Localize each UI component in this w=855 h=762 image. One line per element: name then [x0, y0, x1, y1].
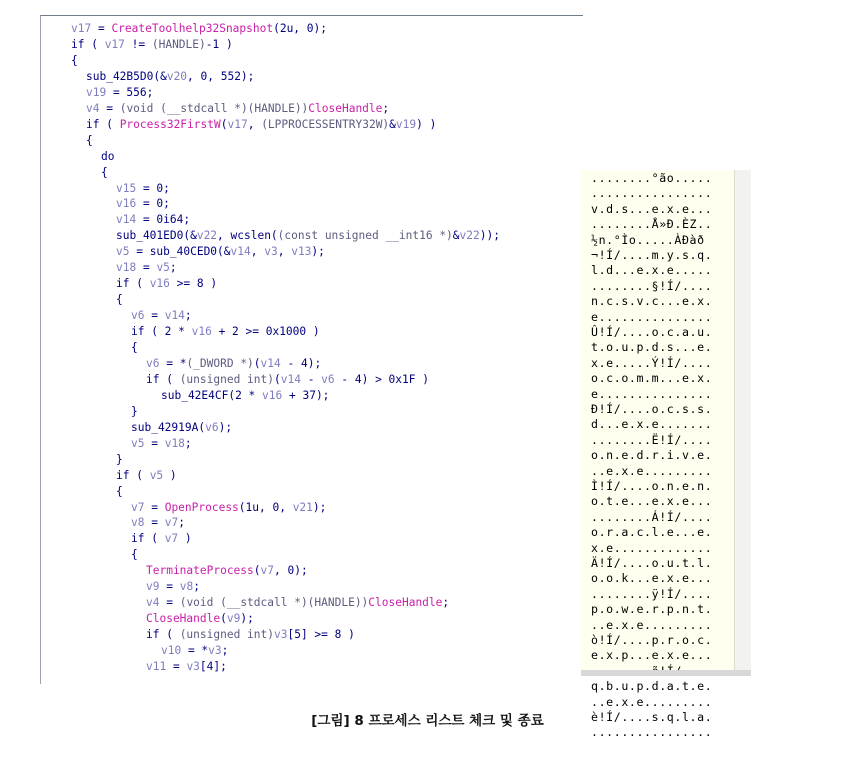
- code-token-plain: sub_42B5D0(&: [86, 69, 167, 83]
- code-line: [116, 276, 217, 292]
- code-token-var: v8: [179, 580, 194, 594]
- code-line: [116, 468, 177, 484]
- code-token-plain: ,: [247, 117, 262, 131]
- code-token-var: v21: [292, 500, 313, 514]
- hex-dump-line: e.x.p...e.x.e...: [591, 648, 713, 663]
- code-token-func: CloseHandle: [308, 101, 383, 115]
- code-line: [146, 659, 227, 675]
- code-line: [86, 101, 389, 117]
- code-token-plain: sub_42E4CF(2 *: [161, 388, 263, 402]
- code-token-func: Process32FirstW: [119, 117, 221, 131]
- code-token-plain: if (: [146, 628, 180, 642]
- code-line: [146, 579, 200, 595]
- code-line: [116, 181, 170, 197]
- code-token-plain: if (: [146, 372, 180, 386]
- code-token-func: CloseHandle: [368, 596, 443, 610]
- code-token-plain: }: [116, 452, 123, 466]
- hex-dump-line: ..e.x.e.........: [591, 463, 713, 478]
- code-token-var: v17: [104, 37, 125, 51]
- code-line: [101, 165, 108, 181]
- code-token-var: v17: [71, 22, 92, 35]
- code-token-var: v16: [149, 277, 170, 291]
- hex-dump-line: Û!Í/....o.c.a.u.: [591, 325, 713, 339]
- code-token-var: v8: [131, 516, 145, 530]
- code-token-plain: ,: [250, 245, 265, 259]
- code-line: [86, 69, 254, 85]
- hex-dump-line: p.o.w.e.r.p.n.t.: [591, 602, 713, 617]
- code-token-plain: =: [166, 660, 187, 673]
- code-token-var: v3: [208, 644, 222, 658]
- code-token-plain: {: [71, 53, 78, 67]
- code-line: [131, 404, 138, 420]
- code-token-plain: {: [116, 484, 123, 498]
- code-token-var: v3: [273, 628, 288, 642]
- code-token-plain: =: [144, 500, 165, 514]
- code-token-plain: ;: [382, 101, 390, 115]
- code-line: [131, 515, 185, 531]
- code-line: [161, 643, 228, 659]
- code-token-plain: =: [99, 101, 120, 115]
- code-token-plain: );: [240, 612, 254, 626]
- code-line: [116, 292, 123, 308]
- code-token-var: v10: [161, 644, 182, 658]
- hex-dump-line: ................: [591, 725, 713, 740]
- code-token-var: v5: [156, 261, 170, 275]
- code-token-func: CreateToolhelp32Snapshot: [111, 22, 274, 35]
- code-token-plain: {: [131, 341, 138, 354]
- hex-dump-line: t.o.u.p.d.s...e.: [591, 340, 713, 355]
- code-token-var: v5: [131, 436, 145, 450]
- hex-dump-line: l.d...e.x.e.....: [591, 263, 713, 278]
- hex-dump-line: o.r.a.c.l.e...e.: [591, 525, 713, 540]
- hex-dump-line: e...............: [591, 309, 713, 324]
- code-token-plain: =: [144, 309, 165, 323]
- code-line: [146, 627, 355, 643]
- hex-dump-line: è!Í/....s.q.l.a.: [591, 710, 713, 724]
- code-token-plain: ));: [479, 229, 500, 243]
- code-token-var: v14: [230, 245, 251, 259]
- code-token-plain: = 556;: [106, 85, 154, 99]
- hex-dump-line: ........§!Í/....: [591, 278, 713, 293]
- code-token-plain: &: [389, 117, 396, 131]
- code-token-plain: ;: [184, 309, 192, 323]
- code-token-cast: (unsigned int): [179, 628, 274, 642]
- code-token-plain: );: [218, 420, 233, 434]
- code-line: [71, 21, 327, 37]
- code-token-var: v6: [205, 420, 219, 434]
- code-token-var: v4: [146, 596, 160, 610]
- code-token-plain: =: [144, 516, 165, 530]
- code-token-plain: (: [273, 372, 281, 386]
- hex-dump-line: q.b.u.p.d.a.t.e.: [591, 679, 713, 694]
- code-line: [146, 595, 449, 611]
- code-line: [131, 420, 232, 436]
- code-token-cast: (LPPROCESSENTRY32W): [261, 117, 390, 131]
- code-line: [131, 547, 138, 563]
- hex-dump-line: Ð!Í/....o.c.s.s.: [591, 402, 713, 416]
- code-token-cast: (HANDLE): [151, 37, 206, 51]
- code-token-var: v22: [196, 229, 218, 243]
- code-token-plain: =: [136, 261, 157, 275]
- code-token-plain: {: [116, 293, 123, 307]
- code-token-plain: if (: [71, 37, 105, 51]
- code-token-func: CloseHandle: [146, 612, 221, 626]
- code-token-plain: (: [220, 612, 227, 626]
- hex-dump-line: v.d.s...e.x.e...: [591, 201, 713, 216]
- code-token-plain: ;: [442, 596, 450, 610]
- code-token-plain: , 0, 552);: [187, 69, 255, 83]
- code-token-var: v17: [227, 117, 248, 131]
- hex-dump-panel[interactable]: [581, 170, 751, 740]
- code-token-plain: do: [101, 149, 115, 163]
- pseudocode-panel[interactable]: [40, 15, 583, 684]
- code-line: [116, 212, 190, 228]
- hex-dump-line: ........°ão.....: [591, 171, 713, 185]
- code-token-plain: = *: [159, 356, 187, 370]
- code-token-plain: = 0;: [136, 197, 170, 211]
- code-token-plain: ): [178, 532, 192, 546]
- code-token-plain: + 37);: [282, 388, 330, 402]
- code-token-cast: (void (__stdcall *)(HANDLE)): [179, 596, 369, 610]
- code-token-plain: , 0);: [274, 564, 308, 578]
- hex-dump-line: ..e.x.e.........: [591, 694, 713, 709]
- code-token-plain: ): [163, 468, 177, 482]
- code-token-var: v9: [226, 612, 241, 626]
- hex-dump-scrollbar[interactable]: [734, 170, 751, 676]
- code-token-plain: = 0i64;: [136, 213, 191, 227]
- code-line: [116, 244, 325, 260]
- hex-dump-text-area: [581, 170, 735, 740]
- code-token-plain: );: [312, 500, 327, 514]
- code-token-cast: (void (__stdcall *)(HANDLE)): [119, 101, 309, 115]
- code-line: [86, 117, 436, 133]
- code-line: [131, 324, 320, 340]
- code-token-plain: (: [253, 356, 261, 370]
- code-line: [146, 563, 308, 579]
- code-token-plain: -: [300, 372, 322, 386]
- code-token-plain: -1 ): [205, 37, 233, 51]
- code-line: [131, 500, 326, 516]
- hex-dump-line: d...e.x.e.......: [591, 417, 713, 432]
- code-token-var: v3: [186, 660, 200, 673]
- code-token-plain: }: [131, 404, 138, 418]
- code-line: [101, 149, 114, 165]
- code-line: [146, 372, 429, 388]
- code-line: [71, 53, 78, 69]
- code-token-plain: (: [253, 564, 261, 578]
- code-token-cast: (_DWORD *): [186, 356, 254, 370]
- code-line: [131, 531, 192, 547]
- hex-dump-line: Ì!Í/....o.n.e.n.: [591, 479, 713, 493]
- code-token-var: v14: [280, 372, 301, 386]
- code-token-var: v5: [116, 245, 130, 259]
- code-token-var: v5: [149, 468, 164, 482]
- code-token-plain: {: [101, 165, 108, 179]
- code-line: [146, 356, 321, 372]
- code-token-var: v16: [116, 197, 137, 211]
- code-token-plain: =: [159, 596, 180, 610]
- code-line: [131, 436, 192, 452]
- code-token-var: v7: [260, 564, 275, 578]
- code-line: [86, 85, 153, 101]
- hex-dump-line: ................: [591, 186, 713, 201]
- code-token-plain: (2u, 0);: [273, 22, 327, 35]
- code-token-var: v3: [264, 245, 278, 259]
- code-token-cast: (unsigned int): [179, 372, 274, 386]
- code-token-var: v9: [146, 580, 160, 594]
- code-token-plain: ;: [193, 580, 200, 594]
- code-token-plain: =: [91, 22, 112, 35]
- code-line: [146, 611, 254, 627]
- code-token-plain: ;: [184, 436, 192, 450]
- code-token-var: v16: [262, 388, 283, 402]
- code-line: [71, 37, 233, 53]
- hex-dump-line: o.o.k...e.x.e...: [591, 571, 713, 586]
- code-token-plain: = sub_40CED0(&: [129, 245, 231, 259]
- hex-dump-line: ........Á!Í/....: [591, 509, 713, 524]
- code-token-var: v13: [291, 245, 312, 259]
- code-token-plain: sub_401ED0(&: [116, 229, 197, 243]
- code-token-plain: {: [86, 133, 93, 147]
- code-token-var: v18: [116, 261, 137, 275]
- code-token-var: v6: [321, 372, 335, 386]
- code-token-plain: ;: [221, 644, 229, 658]
- code-token-var: v7: [164, 532, 179, 546]
- code-token-plain: - 4);: [280, 356, 322, 370]
- code-token-var: v22: [459, 229, 480, 243]
- code-token-plain: ;: [169, 261, 177, 275]
- hex-dump-line: ..e.x.e.........: [591, 617, 713, 632]
- code-token-var: v18: [164, 436, 185, 450]
- code-token-plain: >= 8 ): [169, 277, 218, 291]
- hex-dump-line: Ä!Í/....o.u.t.l.: [591, 556, 713, 570]
- hex-dump-line: x.e.....Ý!Í/....: [591, 355, 713, 370]
- code-line: [116, 196, 170, 212]
- code-token-plain: );: [311, 245, 325, 259]
- code-token-plain: ,: [277, 245, 292, 259]
- code-line: [86, 133, 93, 149]
- code-token-plain: ) ): [416, 117, 437, 131]
- code-token-var: v16: [191, 325, 212, 339]
- code-token-plain: !=: [124, 37, 152, 51]
- hex-dump-line: ò!Í/....p.r.o.c.: [591, 633, 713, 647]
- code-token-var: v14: [164, 309, 185, 323]
- code-token-plain: =: [144, 436, 165, 450]
- code-token-plain: if (: [86, 117, 120, 131]
- code-token-plain: sub_42919A(: [131, 420, 206, 434]
- code-token-plain: if (: [116, 468, 150, 482]
- hex-dump-line: o.t.e...e.x.e...: [591, 494, 713, 509]
- code-token-plain: [5] >= 8 ): [287, 628, 355, 642]
- hex-dump-line: o.n.e.d.r.i.v.e.: [591, 448, 713, 463]
- code-line: [116, 484, 123, 500]
- hex-dump-line: o.c.o.m.m...e.x.: [591, 371, 713, 386]
- code-token-var: v20: [166, 69, 188, 83]
- code-token-var: v6: [131, 309, 145, 323]
- code-token-plain: , wcslen(: [217, 229, 278, 243]
- code-token-var: v11: [146, 660, 167, 673]
- code-token-var: v7: [131, 500, 145, 514]
- code-line: [131, 308, 192, 324]
- code-line: [116, 260, 177, 276]
- code-line: [161, 388, 329, 404]
- hex-dump-line: ¬!Í/....m.y.s.q.: [591, 248, 713, 262]
- code-token-var: v15: [116, 181, 137, 195]
- code-token-var: v4: [86, 101, 100, 115]
- code-token-cast: (const unsigned __int16 *): [277, 229, 453, 243]
- code-line: [116, 452, 123, 468]
- code-token-plain: = 0;: [136, 181, 170, 195]
- hex-dump-line: n.c.s.v.c...e.x.: [591, 294, 713, 309]
- code-token-func: OpenProcess: [164, 500, 239, 514]
- hex-dump-line: ........Å»Ð.ÈZ..: [591, 217, 713, 232]
- hex-dump-line: x.e.............: [591, 540, 713, 555]
- code-token-var: v6: [146, 356, 160, 370]
- code-token-plain: {: [131, 548, 138, 562]
- hex-dump-bottom-edge: [581, 670, 751, 676]
- hex-dump-line: ........ÿ!Í/....: [591, 586, 713, 601]
- code-token-plain: &: [452, 229, 460, 243]
- code-token-plain: if ( 2 *: [131, 325, 192, 339]
- code-token-func: TerminateProcess: [146, 564, 254, 578]
- code-token-var: v14: [260, 356, 281, 370]
- code-token-plain: ;: [178, 516, 185, 530]
- code-line: [131, 340, 138, 356]
- code-token-plain: - 4) > 0x1F ): [334, 372, 429, 386]
- code-token-var: v7: [164, 516, 179, 530]
- hex-dump-line: e...............: [591, 386, 713, 401]
- code-token-plain: + 2 >= 0x1000 ): [211, 325, 320, 339]
- code-token-plain: [4];: [199, 660, 227, 673]
- figure-caption: [그림] 8 프로세스 리스트 체크 및 종료: [311, 713, 544, 729]
- code-token-plain: if (: [116, 277, 150, 291]
- code-token-var: v14: [116, 213, 137, 227]
- code-token-var: v19: [86, 85, 107, 99]
- code-token-plain: (1u, 0,: [238, 500, 293, 514]
- code-token-plain: (: [220, 117, 228, 131]
- hex-dump-line: ........Ë!Í/....: [591, 432, 713, 447]
- code-token-plain: if (: [131, 532, 165, 546]
- code-token-var: v19: [395, 117, 417, 131]
- code-line: [116, 228, 500, 244]
- code-token-plain: =: [159, 580, 180, 594]
- hex-dump-line: ½n.°Ìo.....ÀÐàð: [591, 232, 705, 247]
- code-token-plain: = *: [181, 644, 209, 658]
